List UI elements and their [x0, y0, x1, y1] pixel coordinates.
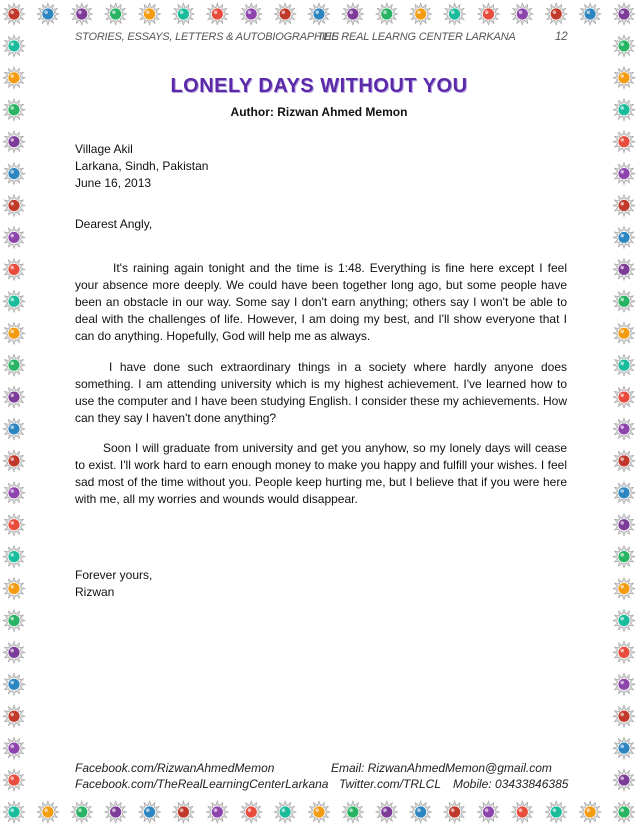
closing-line: Forever yours,: [75, 568, 153, 582]
border-star-icon: [3, 195, 25, 217]
border-star-icon: [37, 3, 59, 25]
border-star-icon: [3, 578, 25, 600]
border-star-icon: [477, 3, 499, 25]
address-block: [75, 141, 567, 192]
border-star-icon: [71, 801, 93, 823]
border-star-icon: [511, 3, 533, 25]
border-star-icon: [3, 386, 25, 408]
border-star-icon: [545, 3, 567, 25]
border-star-icon: [613, 226, 635, 248]
border-star-icon: [3, 546, 25, 568]
border-star-icon: [613, 131, 635, 153]
address-line: Larkana, Sindh, Pakistan: [75, 159, 209, 173]
border-star-icon: [613, 769, 635, 791]
border-star-icon: [444, 3, 466, 25]
border-star-icon: [3, 673, 25, 695]
border-star-icon: [545, 801, 567, 823]
border-star-icon: [613, 514, 635, 536]
border-star-icon: [376, 3, 398, 25]
border-star-icon: [613, 482, 635, 504]
border-star-icon: [613, 610, 635, 632]
border-star-icon: [3, 482, 25, 504]
border-star-icon: [3, 35, 25, 57]
border-star-icon: [3, 226, 25, 248]
border-star-icon: [613, 673, 635, 695]
border-star-icon: [3, 801, 25, 823]
border-star-icon: [613, 546, 635, 568]
facebook-link-personal[interactable]: Facebook.com/RizwanAhmedMemon: [75, 761, 275, 775]
paragraph: It's raining again tonight and the time is 1:48. Everything is fine here except I feel your absence more deeply. We could have been together long ago, but some people have been an obstacle in our way. Some say I don't earn anything; others say I won't be able to deal with the challenges of life. However, I am doing my best, and I'll show everyone that I can do anything. Hopefully, God will help me as always.: [75, 261, 567, 343]
salutation: Dearest Angly,: [75, 217, 153, 231]
border-star-icon: [3, 705, 25, 727]
border-star-icon: [613, 578, 635, 600]
border-star-icon: [342, 801, 364, 823]
border-star-icon: [613, 801, 635, 823]
border-star-icon: [240, 3, 262, 25]
border-star-icon: [105, 3, 127, 25]
page-number: 12: [555, 31, 568, 43]
border-star-icon: [477, 801, 499, 823]
facebook-link-center[interactable]: Facebook.com/TheRealLearningCenterLarkana: [75, 777, 329, 791]
border-star-icon: [172, 3, 194, 25]
border-star-icon: [206, 801, 228, 823]
border-star-icon: [410, 3, 432, 25]
border-star-icon: [579, 801, 601, 823]
border-star-icon: [240, 801, 262, 823]
address-line: Village Akil: [75, 142, 133, 156]
border-star-icon: [3, 514, 25, 536]
border-star-icon: [3, 737, 25, 759]
border-star-icon: [376, 801, 398, 823]
border-star-icon: [3, 290, 25, 312]
border-star-icon: [3, 258, 25, 280]
border-star-icon: [613, 705, 635, 727]
border-star-icon: [3, 610, 25, 632]
border-star-icon: [613, 3, 635, 25]
border-star-icon: [3, 641, 25, 663]
border-star-icon: [37, 801, 59, 823]
twitter-link[interactable]: Twitter.com/TRLCL: [339, 777, 442, 791]
border-star-icon: [3, 769, 25, 791]
signature-name: Rizwan: [75, 585, 115, 599]
border-star-icon: [3, 450, 25, 472]
border-star-icon: [613, 35, 635, 57]
border-star-icon: [613, 737, 635, 759]
paragraph: Soon I will graduate from university and get you anyhow, so my lonely days will cease to exist. I'll work hard to earn enough money to make you happy and fulfill your wishes. I feel sad most of the time without you. People keep hurting me, but I believe that if you were here with me, all my worries and wounds would disappear.: [75, 441, 567, 506]
border-star-icon: [613, 450, 635, 472]
border-star-icon: [613, 354, 635, 376]
border-star-icon: [579, 3, 601, 25]
border-star-icon: [3, 131, 25, 153]
border-star-icon: [613, 258, 635, 280]
border-star-icon: [308, 801, 330, 823]
border-star-icon: [3, 418, 25, 440]
border-star-icon: [613, 195, 635, 217]
border-star-icon: [105, 801, 127, 823]
border-star-icon: [274, 801, 296, 823]
border-star-icon: [3, 3, 25, 25]
border-star-icon: [613, 163, 635, 185]
border-star-icon: [3, 322, 25, 344]
letter-date: June 16, 2013: [75, 176, 152, 190]
border-star-icon: [613, 290, 635, 312]
header-series-title: STORIES, ESSAYS, LETTERS & AUTOBIOGRAPHIES: [75, 31, 339, 43]
header-center-name: THE REAL LEARNG CENTER LARKANA: [317, 31, 516, 43]
border-star-icon: [139, 3, 161, 25]
border-star-icon: [613, 386, 635, 408]
author-line: Author: Rizwan Ahmed Memon: [230, 105, 408, 119]
border-star-icon: [613, 418, 635, 440]
border-star-icon: [139, 801, 161, 823]
border-star-icon: [71, 3, 93, 25]
border-star-icon: [3, 354, 25, 376]
border-star-icon: [172, 801, 194, 823]
page-title: LONELY DAYS WITHOUT YOU: [170, 75, 468, 97]
border-star-icon: [206, 3, 228, 25]
border-star-icon: [444, 801, 466, 823]
paragraph: I have done such extraordinary things in a society where hardly anyone does something. I am attending university which is my highest achievement. I've learned how to use the computer and I have been studying English. I consider these my achievements. How can they say I haven't done anything?: [75, 360, 567, 425]
border-star-icon: [274, 3, 296, 25]
border-star-icon: [308, 3, 330, 25]
border-star-icon: [613, 322, 635, 344]
border-star-icon: [410, 801, 432, 823]
border-star-icon: [3, 163, 25, 185]
closing-block: [75, 567, 567, 601]
mobile-number: Mobile: 03433846385: [453, 777, 569, 791]
email-link[interactable]: Email: RizwanAhmedMemon@gmail.com: [331, 761, 552, 775]
border-star-icon: [511, 801, 533, 823]
border-star-icon: [342, 3, 364, 25]
border-star-icon: [613, 641, 635, 663]
